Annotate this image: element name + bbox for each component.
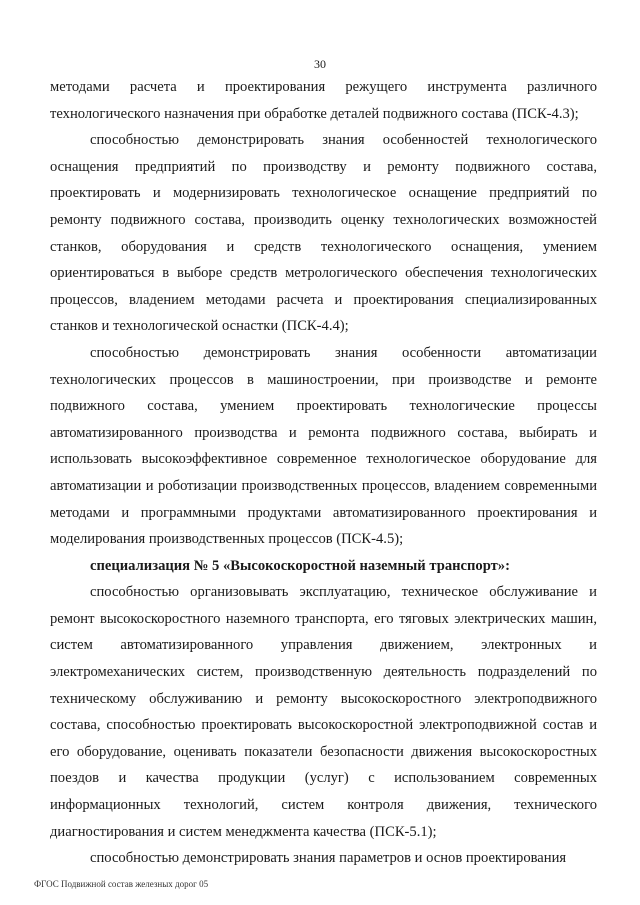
page-number: 30 (314, 57, 326, 71)
document-body (50, 74, 597, 872)
paragraph-psk-5-1: способностью организовывать эксплуатацию, техническое обслуживание и ремонт высокоскоростного наземного транспорта, его тяговых электрических машин, систем автоматизированного управления движением, электронных и электромеханических систем, производственную деятельность подразделений по техническому обслуживанию и ремонту высокоскоростного электроподвижного состава, способностью проектировать высокоскоростной электроподвижной состав и его оборудование, оценивать показатели безопасности движения высокоскоростных поездов и качества продукции (услуг) с использованием современных информационных технологий, систем контроля движения, технического диагностирования и систем менеджмента качества (ПСК-5.1); (50, 584, 597, 840)
paragraph-psk-4-4: способностью демонстрировать знания особенностей технологического оснащения предприятий по производству и ремонту подвижного состава, проектировать и модернизировать технологическое оснащение предприятий по ремонту подвижного состава, производить оценку технологических возможностей станков, оборудования и средств технологического оснащения, умением ориентироваться в выборе средств метрологического обеспечения технологических процессов, владением методами расчета и проектирования специализированных станков и технологической оснастки (ПСК-4.4); (50, 132, 597, 335)
paragraph-psk-4-3: методами расчета и проектирования режущего инструмента различного технологического назначения при обработке деталей подвижного состава (ПСК-4.3); (50, 79, 597, 122)
paragraph-next: способностью демонстрировать знания параметров и основ проектирования (90, 850, 567, 867)
paragraph-psk-4-5: способностью демонстрировать знания особенности автоматизации технологических процессов в машиностроении, при производстве и ремонте подвижного состава, умением проектировать технологические процессы автоматизированного производства и ремонта подвижного состава, выбирать и использовать высокоэффективное современное технологическое оборудование для автоматизации и роботизации производственных процессов, владением современными методами и программными продуктами автоматизированного проектирования и моделирования производственных процессов (ПСК-4.5); (50, 344, 597, 548)
page-footer: ФГОС Подвижной состав железных дорог 05 (34, 879, 209, 889)
specialization-heading: специализация № 5 «Высокоскоростной наземный транспорт»: (90, 557, 510, 574)
